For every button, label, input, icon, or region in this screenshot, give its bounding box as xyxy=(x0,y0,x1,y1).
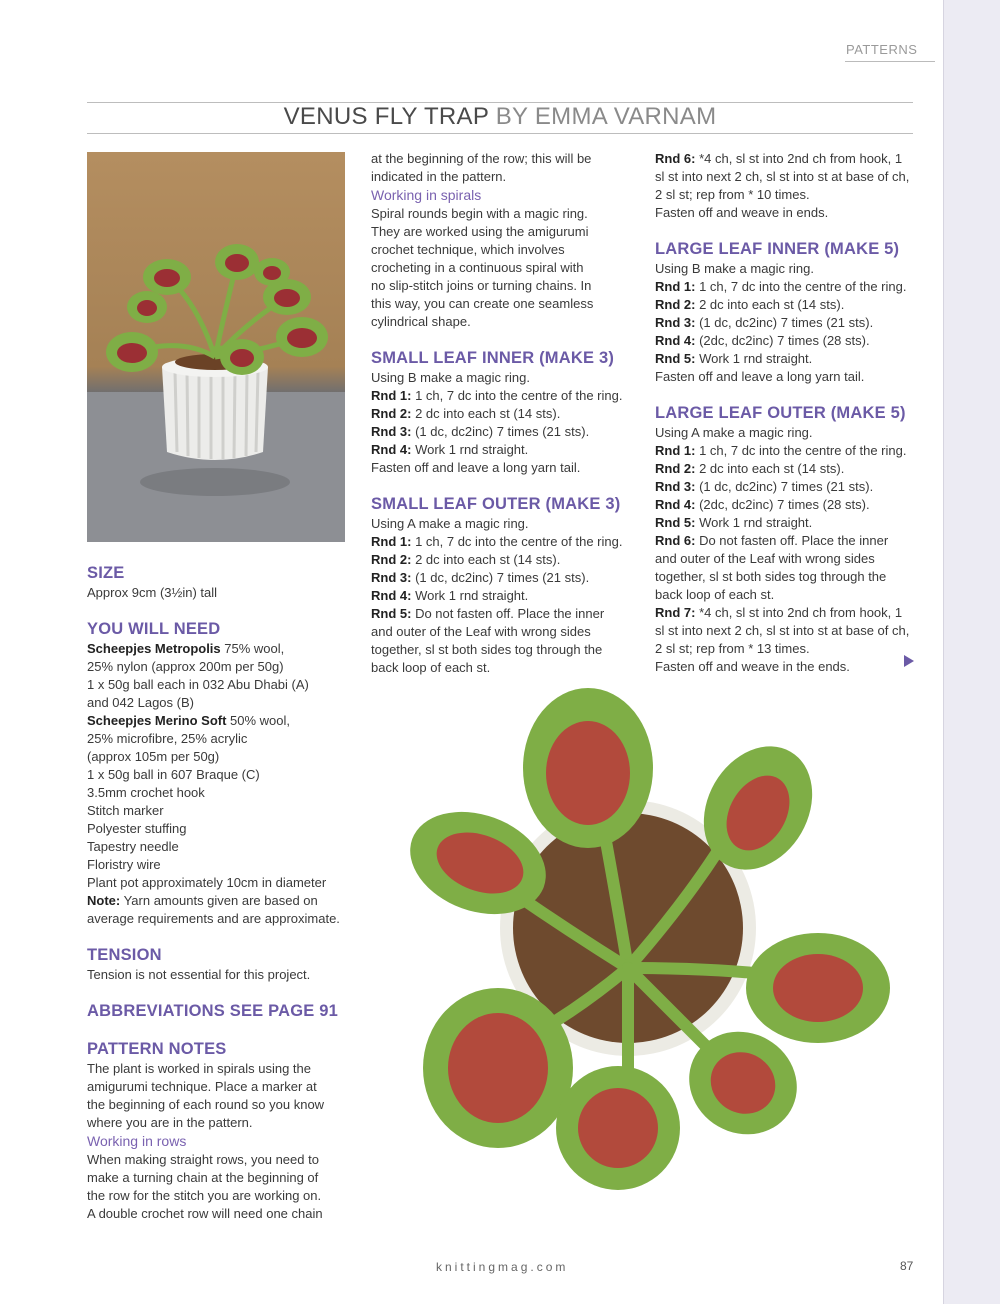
round-label: Rnd 2: xyxy=(655,461,696,476)
spacer xyxy=(87,602,352,618)
note-label: Note: xyxy=(87,893,121,908)
notes-line: the beginning of each round so you know xyxy=(87,1097,325,1112)
instruction-line: back loop of each st. xyxy=(655,587,775,602)
materials-line: Tapestry needle xyxy=(87,839,179,854)
round-text: 2 dc into each st (14 sts). xyxy=(695,297,845,312)
instruction-line: sl st into next 2 ch, sl st into st at base of ch, xyxy=(655,169,910,184)
round-text: 1 ch, 7 dc into the centre of the ring. xyxy=(411,534,623,549)
large-leaf-inner-heading: LARGE LEAF INNER (MAKE 5) xyxy=(655,240,900,258)
round-line xyxy=(371,587,641,605)
instruction-line: Using B make a magic ring. xyxy=(655,261,814,276)
instruction-line: and outer of the Leaf with wrong sides xyxy=(371,624,591,639)
round-label: Rnd 3: xyxy=(655,315,696,330)
round-text: 1 ch, 7 dc into the centre of the ring. xyxy=(411,388,623,403)
spirals-line: no slip-stitch joins or turning chains. In xyxy=(371,278,592,293)
round-line xyxy=(655,314,930,332)
round-label: Rnd 2: xyxy=(371,552,412,567)
round-text: 2 dc into each st (14 sts). xyxy=(411,552,561,567)
section-label: PATTERNS xyxy=(846,42,918,57)
instruction-line: Fasten off and weave in the ends. xyxy=(655,659,850,674)
materials-line xyxy=(87,640,352,658)
round-text: (2dc, dc2inc) 7 times (28 sts). xyxy=(695,333,870,348)
round-text: Do not fasten off. Place the inner xyxy=(695,533,889,548)
round-line xyxy=(655,460,930,478)
round-text: 1 ch, 7 dc into the centre of the ring. xyxy=(695,279,907,294)
round-label: Rnd 3: xyxy=(655,479,696,494)
materials-line: (approx 105m per 50g) xyxy=(87,749,220,764)
round-text: (1 dc, dc2inc) 7 times (21 sts). xyxy=(411,424,590,439)
round-label: Rnd 4: xyxy=(371,442,412,457)
spirals-line: crocheting in a continuous spiral with xyxy=(371,260,584,275)
round-label: Rnd 4: xyxy=(371,588,412,603)
working-spirals-subheading: Working in spirals xyxy=(371,187,482,203)
round-line xyxy=(371,551,641,569)
abbreviations-heading: ABBREVIATIONS SEE PAGE 91 xyxy=(87,1002,339,1020)
round-label: Rnd 1: xyxy=(371,534,412,549)
continued-line: indicated in the pattern. xyxy=(371,169,507,184)
materials-line: 25% nylon (approx 200m per 50g) xyxy=(87,659,284,674)
round-text: (2dc, dc2inc) 7 times (28 sts). xyxy=(695,497,870,512)
instruction-line: and outer of the Leaf with wrong sides xyxy=(655,551,875,566)
materials-line: 25% microfibre, 25% acrylic xyxy=(87,731,248,746)
materials-line xyxy=(87,712,352,730)
rows-line: make a turning chain at the beginning of xyxy=(87,1170,319,1185)
round-label: Rnd 4: xyxy=(655,333,696,348)
small-leaf-outer-heading: SMALL LEAF OUTER (MAKE 3) xyxy=(371,495,621,513)
instruction-line: 2 sl st; rep from * 10 times. xyxy=(655,187,810,202)
instruction-line: Using A make a magic ring. xyxy=(371,516,529,531)
continued-line: at the beginning of the row; this will be xyxy=(371,151,592,166)
round-text: Work 1 rnd straight. xyxy=(411,442,529,457)
spacer xyxy=(655,222,930,238)
round-text: Work 1 rnd straight. xyxy=(411,588,529,603)
round-label: Rnd 5: xyxy=(655,351,696,366)
rows-line: the row for the stitch you are working on. xyxy=(87,1188,322,1203)
rows-line: A double crochet row will need one chain xyxy=(87,1206,323,1221)
round-text: Do not fasten off. Place the inner xyxy=(411,606,605,621)
round-label: Rnd 2: xyxy=(371,406,412,421)
title-main: VENUS FLY TRAP xyxy=(283,103,489,130)
round-line xyxy=(655,442,930,460)
spirals-line: this way, you can create one seamless xyxy=(371,296,594,311)
round-text: 2 dc into each st (14 sts). xyxy=(411,406,561,421)
materials-line: Floristry wire xyxy=(87,857,161,872)
round-label: Rnd 5: xyxy=(655,515,696,530)
materials-line: 1 x 50g ball in 607 Braque (C) xyxy=(87,767,260,782)
round-line xyxy=(655,514,930,532)
instruction-line: Using A make a magic ring. xyxy=(655,425,813,440)
round-line xyxy=(655,496,930,514)
round-line xyxy=(371,569,641,587)
materials-line: and 042 Lagos (B) xyxy=(87,695,194,710)
size-heading: SIZE xyxy=(87,564,125,582)
round-text: Work 1 rnd straight. xyxy=(695,351,813,366)
round-text: Work 1 rnd straight. xyxy=(695,515,813,530)
note-text: Yarn amounts given are based on xyxy=(120,893,318,908)
note-line: average requirements and are approximate. xyxy=(87,911,340,926)
round-line xyxy=(371,405,641,423)
section-rule xyxy=(845,61,935,62)
plant-illustration xyxy=(87,152,345,542)
instruction-line: 2 sl st; rep from * 13 times. xyxy=(655,641,810,656)
round-text: *4 ch, sl st into 2nd ch from hook, 1 xyxy=(695,151,903,166)
instruction-line: Fasten off and leave a long yarn tail. xyxy=(371,460,581,475)
spacer xyxy=(87,928,352,944)
round-line xyxy=(655,478,930,496)
round-text: (1 dc, dc2inc) 7 times (21 sts). xyxy=(411,570,590,585)
yarn-detail: 50% wool, xyxy=(226,713,291,728)
instruction-line: Using B make a magic ring. xyxy=(371,370,530,385)
round-line xyxy=(655,604,930,622)
continue-arrow-icon xyxy=(904,655,914,667)
instruction-line: Fasten off and leave a long yarn tail. xyxy=(655,369,865,384)
materials-line: Polyester stuffing xyxy=(87,821,187,836)
materials-line: Plant pot approximately 10cm in diameter xyxy=(87,875,327,890)
round-text: *4 ch, sl st into 2nd ch from hook, 1 xyxy=(695,605,903,620)
column-3 xyxy=(655,150,930,676)
round-label: Rnd 6: xyxy=(655,151,696,166)
round-label: Rnd 1: xyxy=(655,443,696,458)
spirals-line: cylindrical shape. xyxy=(371,314,471,329)
materials-heading: YOU WILL NEED xyxy=(87,620,221,638)
round-text: 2 dc into each st (14 sts). xyxy=(695,461,845,476)
round-text: (1 dc, dc2inc) 7 times (21 sts). xyxy=(695,479,874,494)
round-text: 1 ch, 7 dc into the centre of the ring. xyxy=(695,443,907,458)
round-label: Rnd 1: xyxy=(371,388,412,403)
instruction-line: sl st into next 2 ch, sl st into st at base of ch, xyxy=(655,623,910,638)
instruction-line: together, sl st both sides tog through the xyxy=(655,569,887,584)
round-line xyxy=(371,423,641,441)
round-line xyxy=(655,150,930,168)
yarn-name: Scheepjes Merino Soft xyxy=(87,713,227,728)
round-line xyxy=(655,350,930,368)
column-2 xyxy=(371,150,641,677)
instruction-line: Fasten off and weave in ends. xyxy=(655,205,829,220)
pattern-notes-heading: PATTERN NOTES xyxy=(87,1040,227,1058)
plant-top-view-illustration xyxy=(398,688,918,1208)
round-label: Rnd 3: xyxy=(371,570,412,585)
footer-website: knittingmag.com xyxy=(436,1260,569,1274)
instruction-line: together, sl st both sides tog through the xyxy=(371,642,603,657)
round-label: Rnd 5: xyxy=(371,606,412,621)
spacer xyxy=(371,331,641,347)
spirals-line: crochet technique, which involves xyxy=(371,242,565,257)
working-rows-subheading: Working in rows xyxy=(87,1133,187,1149)
rows-line: When making straight rows, you need to xyxy=(87,1152,319,1167)
round-label: Rnd 3: xyxy=(371,424,412,439)
round-line xyxy=(371,387,641,405)
round-line xyxy=(655,278,930,296)
title-byline: BY EMMA VARNAM xyxy=(488,103,717,130)
title-rule-bottom xyxy=(87,133,913,134)
ruler-strip xyxy=(943,0,1000,1304)
round-line xyxy=(655,296,930,314)
round-line xyxy=(371,605,641,623)
round-line xyxy=(655,332,930,350)
size-text: Approx 9cm (3½in) tall xyxy=(87,585,218,600)
tension-heading: TENSION xyxy=(87,946,162,964)
materials-line: Stitch marker xyxy=(87,803,164,818)
spacer xyxy=(371,477,641,493)
round-line xyxy=(655,532,930,550)
large-leaf-outer-heading: LARGE LEAF OUTER (MAKE 5) xyxy=(655,404,906,422)
small-leaf-inner-heading: SMALL LEAF INNER (MAKE 3) xyxy=(371,349,615,367)
plant-photo xyxy=(87,152,345,542)
notes-line: amigurumi technique. Place a marker at xyxy=(87,1079,317,1094)
page-number: 87 xyxy=(900,1259,914,1273)
spirals-line: They are worked using the amigurumi xyxy=(371,224,589,239)
tension-text: Tension is not essential for this project. xyxy=(87,967,311,982)
note-line xyxy=(87,892,352,910)
round-label: Rnd 1: xyxy=(655,279,696,294)
round-label: Rnd 2: xyxy=(655,297,696,312)
instruction-line: back loop of each st. xyxy=(371,660,491,675)
materials-line: 3.5mm crochet hook xyxy=(87,785,205,800)
page-title xyxy=(87,103,913,131)
column-1 xyxy=(87,562,352,1223)
round-label: Rnd 7: xyxy=(655,605,696,620)
round-label: Rnd 6: xyxy=(655,533,696,548)
plant-top-view-photo xyxy=(398,688,918,1208)
materials-line: 1 x 50g ball each in 032 Abu Dhabi (A) xyxy=(87,677,309,692)
notes-line: The plant is worked in spirals using the xyxy=(87,1061,312,1076)
round-text: (1 dc, dc2inc) 7 times (21 sts). xyxy=(695,315,874,330)
spacer xyxy=(87,1022,352,1038)
notes-line: where you are in the pattern. xyxy=(87,1115,253,1130)
round-line xyxy=(371,441,641,459)
round-label: Rnd 4: xyxy=(655,497,696,512)
round-line xyxy=(371,533,641,551)
spacer xyxy=(87,984,352,1000)
spirals-line: Spiral rounds begin with a magic ring. xyxy=(371,206,588,221)
spacer xyxy=(655,386,930,402)
yarn-detail: 75% wool, xyxy=(220,641,285,656)
yarn-name: Scheepjes Metropolis xyxy=(87,641,221,656)
